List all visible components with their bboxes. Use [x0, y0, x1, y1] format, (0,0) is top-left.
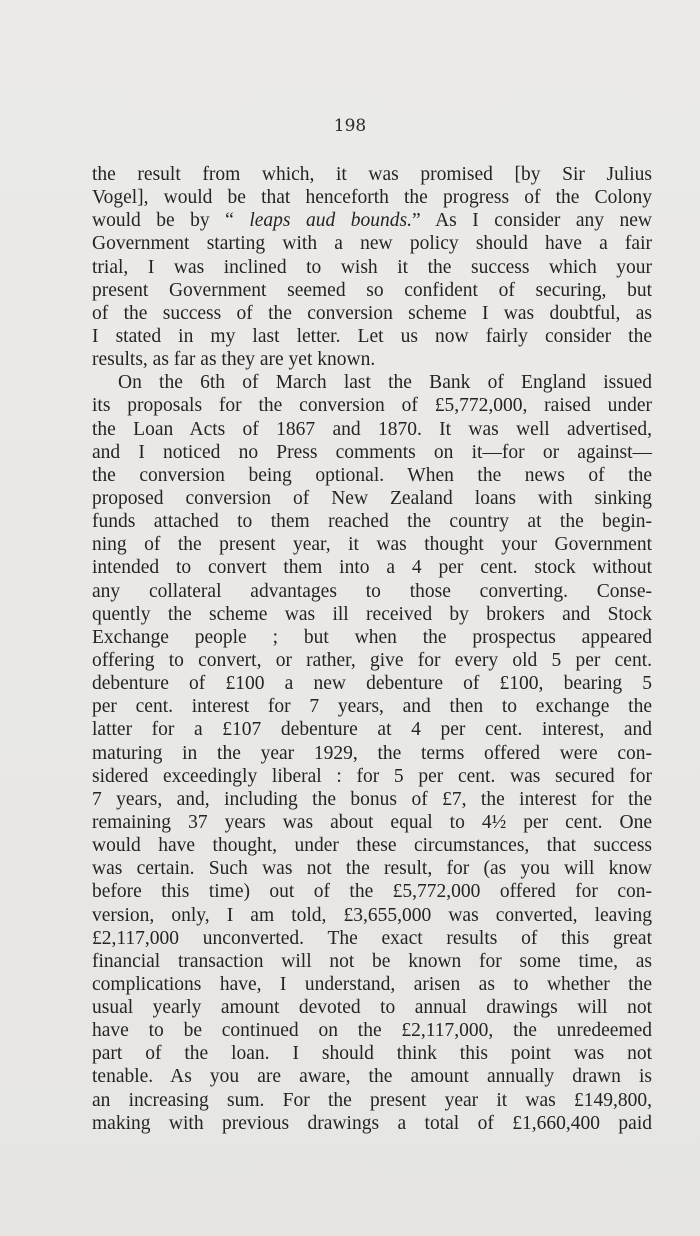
text-line: results, as far as they are yet known.: [92, 349, 376, 371]
page-number: 198: [333, 116, 367, 136]
text-line: funds attached to them reached the country at the begin-: [92, 511, 652, 533]
text-line: the conversion being optional. When the news of the: [92, 464, 652, 486]
text-line: and I noticed no Press comments on it—for or against—: [92, 441, 652, 463]
text-segment: ” As I consider any new: [412, 210, 653, 232]
text-line: maturing in the year 1929, the terms offered were con-: [92, 742, 652, 764]
text-line: trial, I was inclined to wish it the success which your: [92, 256, 652, 278]
text-line: ning of the present year, it was thought your Government: [92, 534, 652, 556]
text-line: latter for a £107 debenture at 4 per cent. interest, and: [92, 719, 652, 741]
text-line: remaining 37 years was about equal to 4½ per cent. One: [92, 811, 652, 833]
text-line: have to be continued on the £2,117,000, the unredeemed: [92, 1020, 652, 1042]
text-line: complications have, I understand, arisen as to whether the: [92, 973, 652, 995]
text-line: an increasing sum. For the present year it was £149,800,: [92, 1089, 652, 1111]
text-line: the result from which, it was promised [by Sir Julius: [92, 164, 652, 185]
text-line: version, only, I am told, £3,655,000 was converted, leaving: [92, 904, 652, 926]
text-line: intended to convert them into a 4 per cent. stock without: [92, 557, 652, 579]
text-line: the Loan Acts of 1867 and 1870. It was well advertised,: [92, 418, 652, 440]
text-line: quently the scheme was ill received by brokers and Stock: [92, 603, 652, 625]
text-line: [92, 209, 652, 232]
text-line: per cent. interest for 7 years, and then to exchange the: [92, 696, 652, 718]
body-text: [92, 163, 652, 1135]
text-line: making with previous drawings a total of £1,660,400 paid: [92, 1112, 652, 1134]
text-line: Vogel], would be that henceforth the progress of the Colony: [92, 187, 652, 209]
text-line: of the success of the conversion scheme I was doubtful, as: [92, 302, 652, 324]
text-line: part of the loan. I should think this point was not: [92, 1043, 652, 1065]
text-line: Exchange people ; but when the prospectus appeared: [92, 626, 652, 648]
text-line: tenable. As you are aware, the amount annually drawn is: [92, 1066, 652, 1088]
text-line: was certain. Such was not the result, for (as you will know: [92, 858, 652, 880]
text-line: debenture of £100 a new debenture of £100, bearing 5: [92, 673, 652, 695]
text-line: financial transaction will not be known for some time, as: [92, 950, 652, 972]
text-segment: would be by “: [92, 210, 250, 232]
text-line: 7 years, and, including the bonus of £7, the interest for the: [92, 788, 652, 810]
text-line: any collateral advantages to those converting. Conse-: [92, 580, 652, 602]
text-line: £2,117,000 unconverted. The exact results of this great: [92, 927, 652, 949]
text-line: sidered exceedingly liberal : for 5 per cent. was secured for: [92, 765, 652, 787]
italic-quote: leaps aud bounds.: [249, 210, 413, 232]
text-line: offering to convert, or rather, give for every old 5 per cent.: [92, 649, 652, 671]
text-line: its proposals for the conversion of £5,772,000, raised under: [92, 395, 652, 417]
text-line: Government starting with a new policy should have a fair: [92, 233, 652, 255]
text-line: present Government seemed so confident of securing, but: [92, 279, 652, 301]
text-line: would have thought, under these circumstances, that success: [92, 835, 652, 857]
text-line: On the 6th of March last the Bank of England issued: [118, 372, 652, 394]
text-line: proposed conversion of New Zealand loans with sinking: [92, 487, 652, 509]
text-line: I stated in my last letter. Let us now fairly consider the: [92, 325, 652, 347]
text-line: usual yearly amount devoted to annual drawings will not: [92, 997, 652, 1019]
text-line: before this time) out of the £5,772,000 offered for con-: [92, 881, 652, 903]
